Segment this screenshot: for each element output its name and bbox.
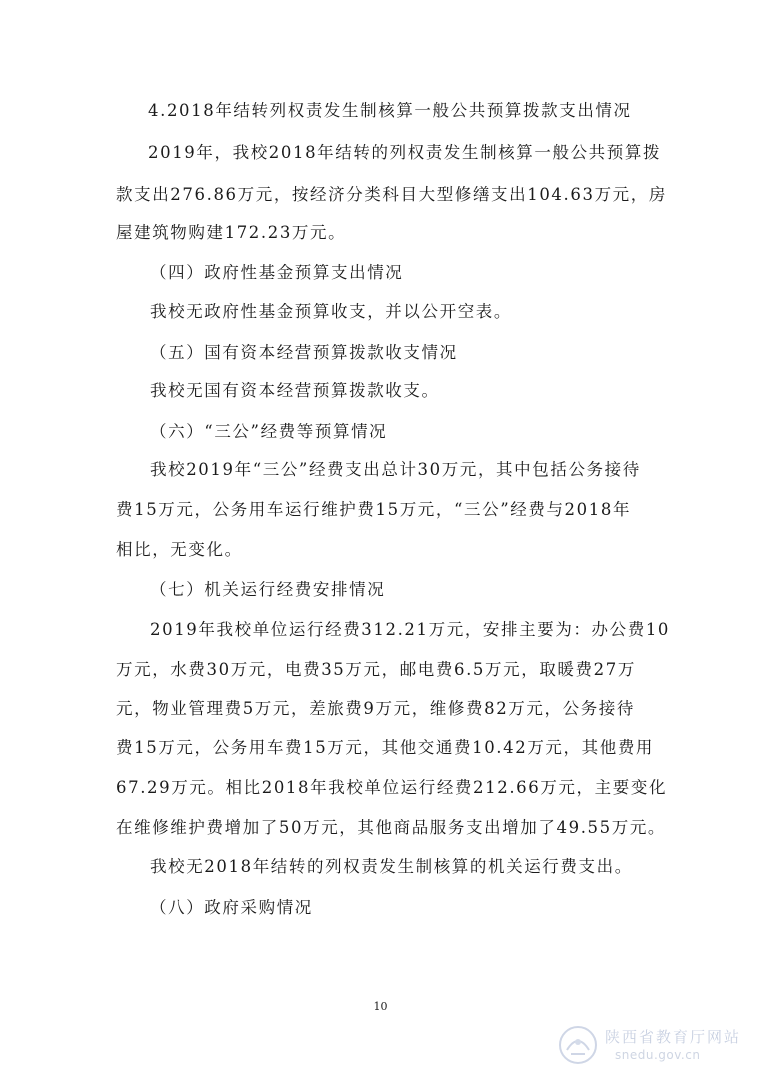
paragraph-line: 万元，水费30万元，电费35万元，邮电费6.5万元，取暖费27万 — [116, 660, 636, 679]
paragraph-line: 我校2019年“三公”经费支出总计30万元，其中包括公务接待 — [150, 460, 641, 479]
paragraph-line: 我校无2018年结转的列权责发生制核算的机关运行费支出。 — [150, 857, 633, 876]
paragraph-line: 费15万元，公务用车运行维护费15万元，“三公”经费与2018年 — [116, 500, 632, 519]
page-number: 10 — [373, 1000, 388, 1013]
paragraph-line: 我校无政府性基金预算收支，并以公开空表。 — [150, 302, 512, 321]
section-heading-qi: （七）机关运行经费安排情况 — [150, 580, 386, 599]
paragraph-line: 元，物业管理费5万元，差旅费9万元，维修费82万元，公务接待 — [116, 699, 635, 718]
section-heading-4: 4.2018年结转列权责发生制核算一般公共预算拨款支出情况 — [148, 101, 632, 120]
education-department-logo-icon — [557, 1024, 599, 1066]
section-heading-ba: （八）政府采购情况 — [150, 898, 313, 917]
paragraph-line: 2019年我校单位运行经费312.21万元，安排主要为：办公费10 — [150, 620, 671, 639]
paragraph-line: 我校无国有资本经营预算拨款收支。 — [150, 381, 440, 400]
paragraph-line: 款支出276.86万元，按经济分类科目大型修缮支出104.63万元，房 — [116, 185, 667, 204]
site-watermark — [553, 1014, 753, 1070]
paragraph-line: 相比，无变化。 — [116, 540, 243, 559]
paragraph-line: 在维修维护费增加了50万元，其他商品服务支出增加了49.55万元。 — [116, 818, 667, 837]
paragraph-line: 67.29万元。相比2018年我校单位运行经费212.66万元，主要变化 — [116, 778, 668, 797]
paragraph-line: 费15万元，公务用车费15万元，其他交通费10.42万元，其他费用 — [116, 738, 655, 757]
paragraph-line: 2019年，我校2018年结转的列权责发生制核算一般公共预算拨 — [148, 143, 662, 162]
section-heading-si: （四）政府性基金预算支出情况 — [150, 263, 404, 282]
paragraph-line: 屋建筑物购建172.23万元。 — [116, 223, 347, 242]
section-heading-wu: （五）国有资本经营预算拨款收支情况 — [150, 343, 458, 362]
section-heading-liu: （六）“三公”经费等预算情况 — [150, 422, 388, 441]
watermark-url: snedu.gov.cn — [615, 1048, 701, 1062]
watermark-site-name: 陕西省教育厅网站 — [605, 1028, 742, 1046]
